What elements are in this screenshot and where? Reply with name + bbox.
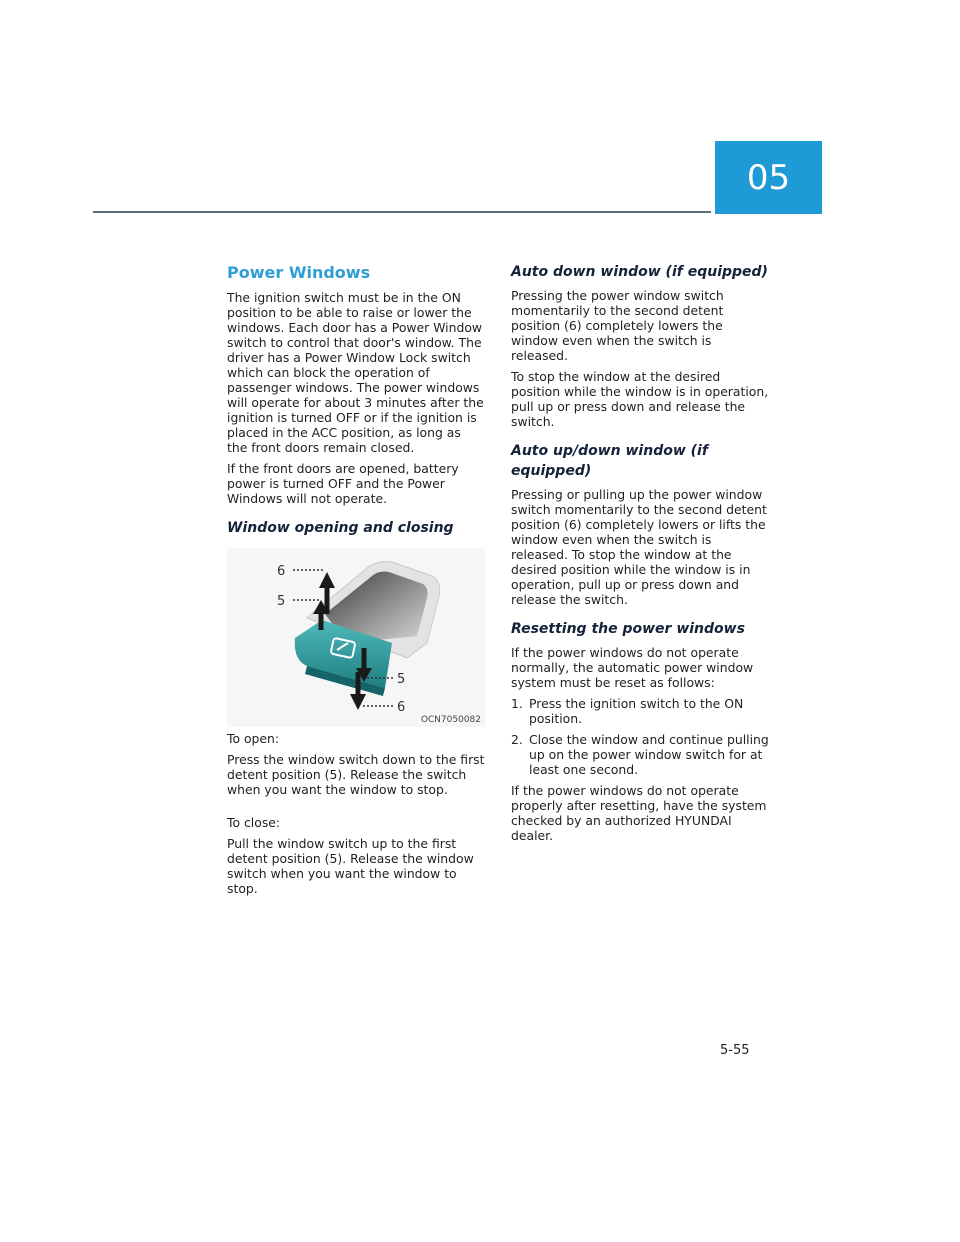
reset-heading: Resetting the power windows bbox=[511, 621, 745, 637]
auto-updown-heading: Auto up/down window (if equipped) bbox=[511, 443, 708, 479]
label-up-5: 5 bbox=[277, 594, 286, 609]
figure-code: OCN7050082 bbox=[420, 715, 481, 725]
list-item: 2. Close the window and continue pulling up on the power window switch for at least one second. bbox=[511, 732, 769, 777]
right-column bbox=[511, 262, 769, 849]
close-text: Pull the window switch up to the first detent position (5). Release the window switch when you want the window to stop. bbox=[227, 836, 474, 896]
auto-down-paragraph-2: To stop the window at the desired position while the window is in operation, pull up or press down and release the switch. bbox=[511, 369, 769, 429]
arrow-up-long-head bbox=[319, 572, 335, 588]
section-title: Power Windows bbox=[227, 263, 371, 282]
left-column bbox=[227, 262, 485, 902]
open-label: To open: bbox=[227, 731, 280, 746]
window-switch-figure bbox=[227, 548, 485, 727]
reset-steps bbox=[511, 696, 769, 777]
reset-paragraph-1: If the power windows do not operate normally, the automatic power window system must be reset as follows: bbox=[511, 645, 754, 690]
auto-down-paragraph-1: Pressing the power window switch momentarily to the second detent position (6) completely lowers the window even when the switch is released. bbox=[511, 288, 724, 363]
header-rule bbox=[93, 211, 711, 213]
auto-updown-paragraph: Pressing or pulling up the power window switch momentarily to the second detent position (6) completely lowers or lifts the window even when the switch is released. To stop the window at the desired position while the window is in operation, pull up or press down and release the switch. bbox=[511, 487, 767, 607]
list-item: 1. Press the ignition switch to the ON position. bbox=[511, 696, 744, 726]
auto-down-heading: Auto down window (if equipped) bbox=[511, 264, 768, 280]
page-number: 5-55 bbox=[720, 1043, 750, 1058]
arrow-down-long-head bbox=[350, 694, 366, 710]
intro-paragraph-2: If the front doors are opened, battery power is turned OFF and the Power Windows will not operate. bbox=[227, 461, 459, 506]
window-switch-illustration bbox=[227, 548, 485, 727]
label-up-6: 6 bbox=[277, 564, 286, 579]
chapter-tab: 05 bbox=[715, 141, 822, 214]
label-down-5: 5 bbox=[397, 672, 406, 687]
reset-paragraph-2: If the power windows do not operate properly after resetting, have the system checked by an authorized HYUNDAI dealer. bbox=[511, 783, 767, 843]
open-text: Press the window switch down to the first detent position (5). Release the switch when you want the window to stop. bbox=[227, 752, 485, 797]
window-open-close-heading: Window opening and closing bbox=[227, 520, 454, 536]
intro-paragraph-1: The ignition switch must be in the ON position to be able to raise or lower the windows. Each door has a Power Window switch to control that door's window. The driver has a Power Window Lock switch which can block the operation of passenger windows. The power windows will operate for about 3 minutes after the ignition is turned OFF or if the ignition is placed in the ACC position, as long as the front doors remain closed. bbox=[227, 290, 484, 455]
label-down-6: 6 bbox=[397, 700, 406, 715]
close-label: To close: bbox=[227, 815, 281, 830]
